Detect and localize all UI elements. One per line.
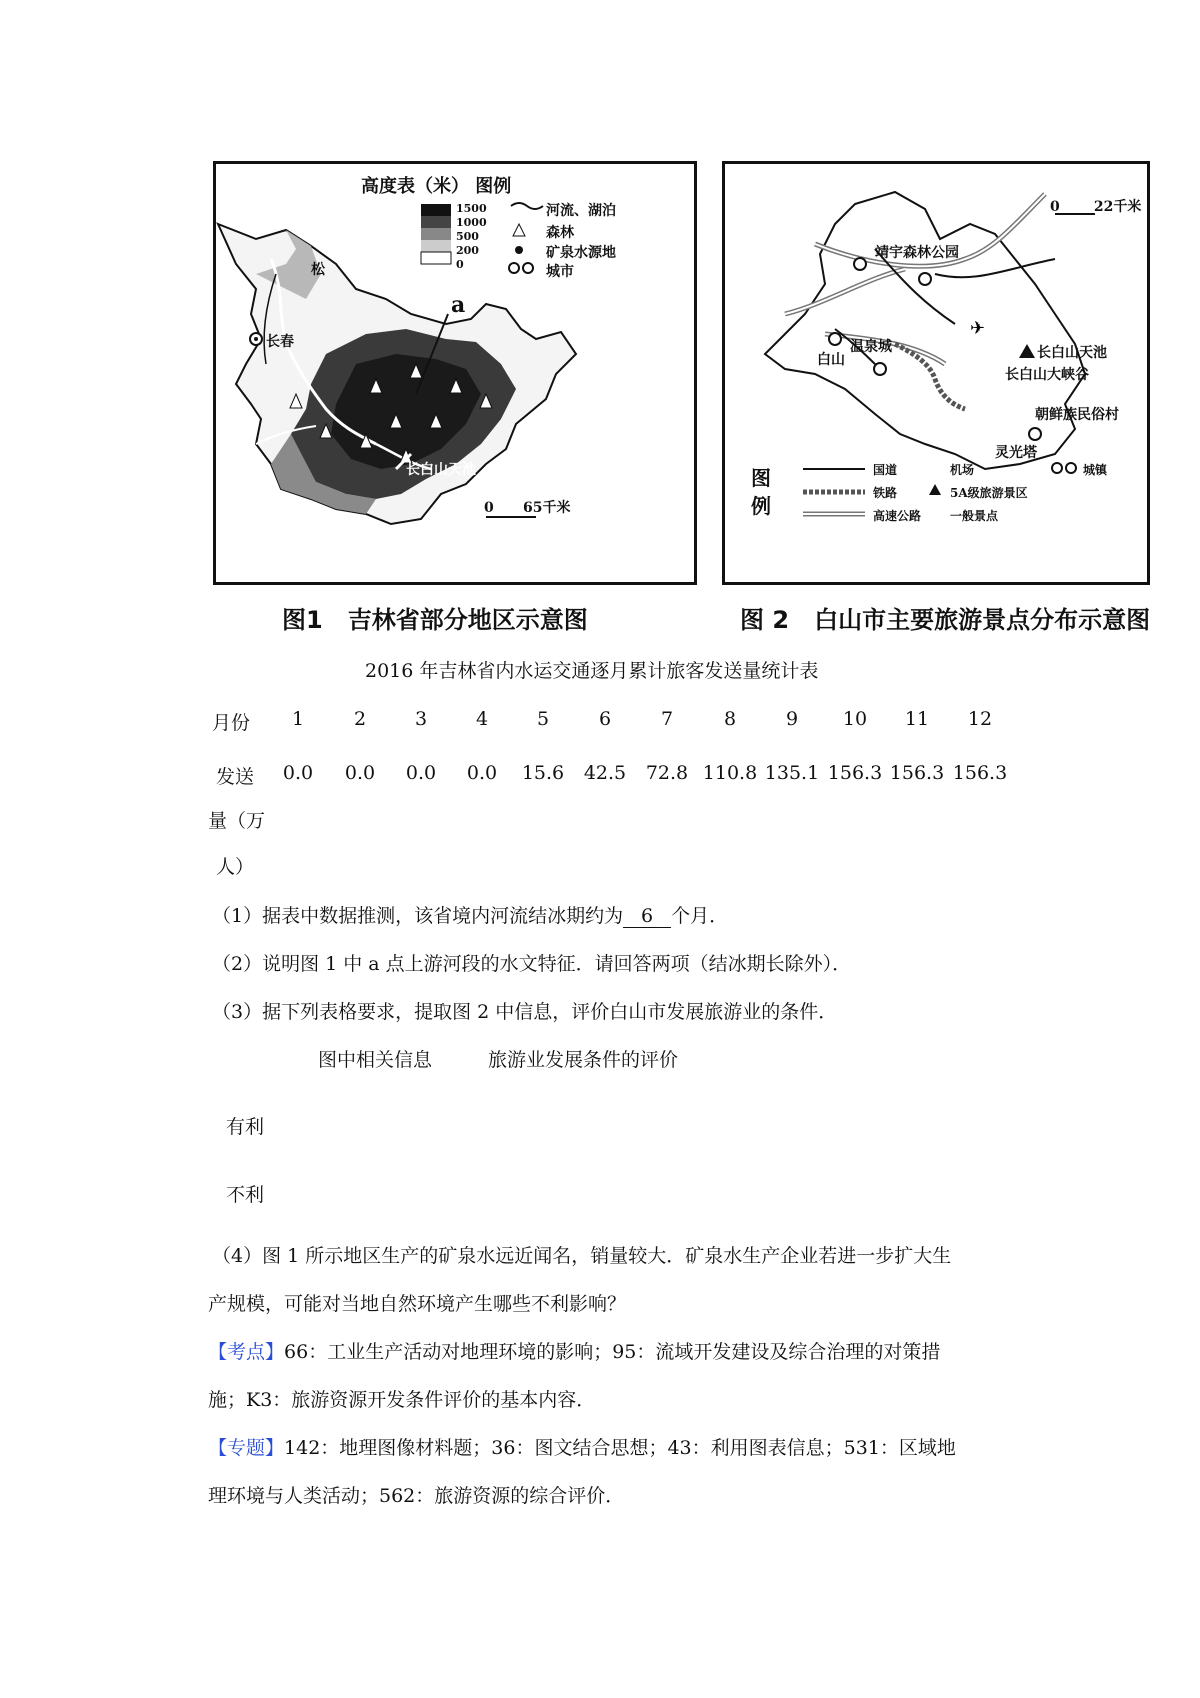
table-row-months [0, 708, 1200, 738]
question-3: （3）据下列表格要求，提取图 2 中信息，评价白山市发展旅游业的条件． [212, 1001, 838, 1023]
place-xiagu: 长白山大峡谷 [1005, 367, 1089, 383]
zhuanti-text-1: 142：地理图像材料题；36：图文结合思想；43：利用图表信息；531：区域地 [284, 1437, 956, 1459]
value-cell: 0.0 [344, 762, 376, 784]
figure2-caption: 图 2 白山市主要旅游景点分布示意图 [740, 606, 1151, 634]
point-a-label: a [451, 292, 466, 318]
month-cell: 3 [414, 708, 428, 730]
q3-table-header-eval: 旅游业发展条件的评价 [488, 1049, 679, 1071]
svg-text:✈: ✈ [970, 318, 986, 339]
figure1-legend-title: 高度表（米） 图例 [361, 176, 512, 197]
value-cell: 110.8 [702, 762, 758, 784]
question-4-line1: （4）图 1 所示地区生产的矿泉水远近闻名，销量较大．矿泉水生产企业若进一步扩大生 [212, 1245, 952, 1267]
elev-level-1500: 1500 [456, 202, 487, 215]
month-cell: 7 [660, 708, 674, 730]
value-cell: 156.3 [827, 762, 883, 784]
month-cell: 8 [723, 708, 737, 730]
row-label-month: 月份 [212, 712, 251, 734]
question-1-text: （1）据表中数据推测，该省境内河流结冰期约为 [212, 905, 624, 927]
value-cell: 42.5 [583, 762, 627, 784]
figure1-terrain-map [216, 164, 694, 582]
table-title: 2016 年吉林省内水运交通逐月累计旅客发送量统计表 [365, 660, 819, 682]
question-4-line2: 产规模，可能对当地自然环境产生哪些不利影响？ [208, 1293, 627, 1315]
month-cell: 10 [842, 708, 868, 730]
legend-river-lake: 河流、湖泊 [546, 203, 616, 219]
month-cell: 5 [536, 708, 550, 730]
figure1-caption: 图1 吉林省部分地区示意图 [282, 606, 588, 634]
zhuanti-line1 [208, 1433, 956, 1460]
q3-row-unfavorable: 不利 [226, 1184, 265, 1206]
value-cell: 156.3 [952, 762, 1008, 784]
elev-level-1000: 1000 [456, 216, 487, 229]
legend-town: 城镇 [1083, 463, 1108, 477]
place-tianchi: 长白山天池 [1037, 345, 1107, 361]
kaodian-line1 [208, 1337, 940, 1364]
month-cell: 2 [353, 708, 367, 730]
zhuanti-tag: 【专题】 [208, 1437, 285, 1459]
legend-expressway: 高速公路 [873, 509, 922, 523]
legend-national-road: 国道 [873, 463, 898, 477]
row-label-send-unit-b: 人） [216, 856, 255, 878]
value-cell: 0.0 [405, 762, 437, 784]
value-cell: 0.0 [282, 762, 314, 784]
legend-5a-scenic: 5A级旅游景区 [950, 486, 1028, 500]
month-cell: 1 [291, 708, 305, 730]
legend-mineral-spring: 矿泉水源地 [546, 245, 616, 261]
legend-general-scenic: 一般景点 [950, 509, 999, 523]
legend-railway: 铁路 [873, 486, 898, 500]
legend-airport: 机场 [950, 463, 975, 477]
zhuanti-line2: 理环境与人类活动；562：旅游资源的综合评价． [208, 1485, 625, 1507]
kaodian-text-1: 66：工业生产活动对地理环境的影响；95：流域开发建设及综合治理的对策措 [284, 1341, 941, 1363]
table-row-values [0, 762, 1200, 792]
city-changchun-label: 长春 [266, 334, 294, 350]
question-1-tail: 个月． [671, 905, 729, 927]
question-1-answer: 6 [623, 905, 671, 928]
figure1-scale-label: 0 65千米 [484, 500, 571, 516]
month-cell: 11 [904, 708, 930, 730]
place-wenquan: 温泉城 [850, 339, 892, 355]
value-cell: 156.3 [889, 762, 945, 784]
river-song-label: 松 [311, 262, 325, 278]
row-label-send-unit-a: 量（万 [208, 810, 266, 832]
elev-level-200: 200 [456, 244, 479, 257]
tianchi-label: 长白山天池 [406, 462, 476, 478]
legend-forest: 森林 [546, 225, 574, 241]
month-cell: 4 [475, 708, 489, 730]
figure2-scale-label: 0 22千米 [1050, 199, 1142, 215]
value-cell: 15.6 [521, 762, 565, 784]
month-cell: 12 [967, 708, 993, 730]
month-cell: 9 [785, 708, 799, 730]
q3-table-header-info: 图中相关信息 [318, 1049, 433, 1071]
month-cell: 6 [598, 708, 612, 730]
place-lingguang: 灵光塔 [995, 445, 1037, 461]
value-cell: 72.8 [645, 762, 689, 784]
place-baishan: 白山 [817, 352, 845, 368]
elev-level-0: 0 [456, 258, 464, 271]
legend-city: 城市 [546, 264, 574, 280]
elev-level-500: 500 [456, 230, 479, 243]
kaodian-tag: 【考点】 [208, 1341, 285, 1363]
value-cell: 135.1 [764, 762, 820, 784]
q3-row-favorable: 有利 [226, 1116, 265, 1138]
question-1 [212, 901, 728, 928]
value-cell: 0.0 [466, 762, 498, 784]
row-label-send: 发送 [216, 766, 255, 788]
place-chaoxian: 朝鲜族民俗村 [1035, 407, 1119, 423]
kaodian-line2: 施；K3：旅游资源开发条件评价的基本内容． [208, 1389, 596, 1411]
figure2-map [722, 161, 1150, 585]
figure1-map [213, 161, 697, 585]
figure2-legend-label: 图例 [751, 466, 771, 518]
question-2: （2）说明图 1 中 a 点上游河段的水文特征．请回答两项（结冰期长除外）． [212, 953, 852, 975]
place-jingyu: 靖宇森林公园 [875, 245, 959, 261]
